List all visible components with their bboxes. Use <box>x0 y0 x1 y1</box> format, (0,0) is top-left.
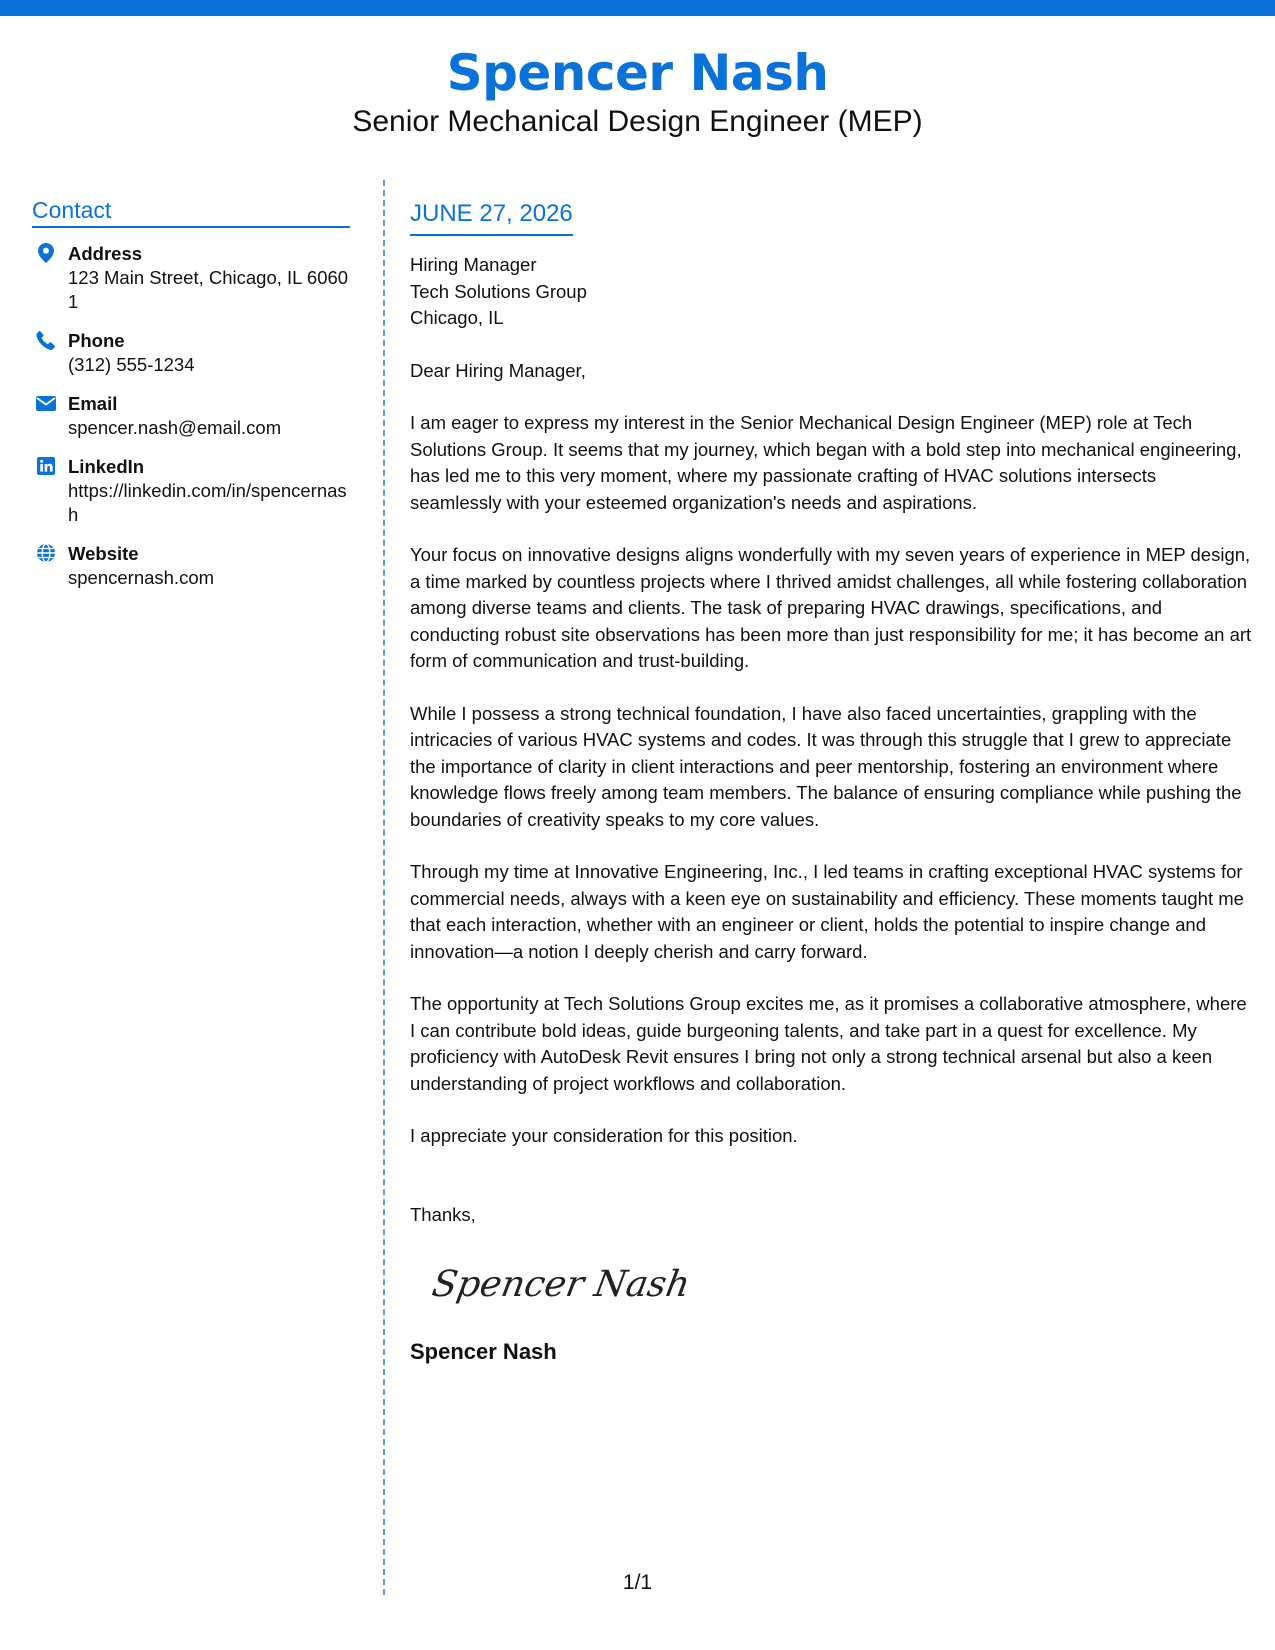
address-value: 123 Main Street, Chicago, IL 60601 <box>68 267 349 312</box>
salutation: Dear Hiring Manager, <box>410 359 586 381</box>
contact-item-website <box>32 542 350 590</box>
job-title: Senior Mechanical Design Engineer (MEP) <box>352 105 923 138</box>
contact-item-phone <box>32 329 350 377</box>
contact-label: Phone <box>68 330 125 351</box>
letter-body <box>410 198 1252 1366</box>
contact-sidebar <box>32 196 350 605</box>
recipient-line: Hiring Manager <box>410 254 537 275</box>
recipient-block <box>410 252 1252 332</box>
letter-paragraph: Your focus on innovative designs aligns wonderfully with my seven years of experience in MEP design, a time marked by countless projects where I thrived amidst challenges, all while fostering collaboration among diverse teams and clients. The task of preparing HVAC drawings, specifications, and conducting robust site observations has been more than just responsibility for me; it has become an art form of communication and trust-building. <box>410 544 1252 671</box>
handwritten-signature <box>432 1254 692 1314</box>
contact-item-address <box>32 242 350 314</box>
applicant-name: Spencer Nash <box>446 44 829 102</box>
letter-paragraph: The opportunity at Tech Solutions Group excites me, as it promises a collaborative atmosphere, where I can contribute bold ideas, guide burgeoning talents, and take part in a quest for excellence. My proficiency with AutoDesk Revit ensures I bring not only a strong technical arsenal but also a keen understanding of project workflows and collaboration. <box>410 993 1247 1094</box>
email-value: spencer.nash@email.com <box>68 417 282 438</box>
signature-text: Spencer Nash <box>432 1262 692 1305</box>
globe-icon <box>35 542 57 564</box>
contact-label: LinkedIn <box>68 456 145 477</box>
letter-date: JUNE 27, 2026 <box>410 198 573 236</box>
location-pin-icon <box>35 242 57 264</box>
letter-paragraph: I am eager to express my interest in the Senior Mechanical Design Engineer (MEP) role at Tech Solutions Group. It seems that my journey, which began with a bold step into mechanical engineering, has led me to this very moment, where my passionate crafting of HVAC solutions intersects seamlessly with your esteemed organization's needs and aspirations. <box>410 412 1242 513</box>
website-value[interactable]: spencernash.com <box>68 567 215 588</box>
column-divider <box>383 180 385 1595</box>
contact-label: Address <box>68 243 143 264</box>
signed-name: Spencer Nash <box>410 1339 557 1364</box>
page-header <box>0 40 1275 140</box>
linkedin-icon <box>35 455 57 477</box>
letter-paragraph: While I possess a strong technical foundation, I have also faced uncertainties, grappling with the intricacies of various HVAC systems and codes. It was through this struggle that I grew to appreciate the importance of clarity in client interactions and peer mentorship, fostering an environment where knowledge flows freely among team members. The balance of ensuring compliance while pushing the boundaries of creativity speaks to my core values. <box>410 702 1242 830</box>
contact-item-email <box>32 392 350 440</box>
phone-value: (312) 555-1234 <box>68 354 195 375</box>
contact-list <box>32 242 350 590</box>
contact-heading: Contact <box>32 196 350 228</box>
contact-item-linkedin <box>32 455 350 527</box>
envelope-icon <box>35 392 57 414</box>
page-number: 1/1 <box>622 1571 653 1594</box>
recipient-line: Chicago, IL <box>410 307 504 328</box>
letter-paragraph: Through my time at Innovative Engineering, Inc., I led teams in crafting exceptional HVAC systems for commercial needs, always with a keen eye on sustainability and efficiency. These moments taught me that each interaction, whether with an engineer or client, holds the potential to inspire change and innovation—a notion I deeply cherish and carry forward. <box>410 861 1244 962</box>
closing: Thanks, <box>410 1203 476 1225</box>
recipient-line: Tech Solutions Group <box>410 280 587 302</box>
linkedin-value[interactable]: https://linkedin.com/in/spencernash <box>68 480 347 525</box>
contact-label: Website <box>68 543 139 564</box>
top-accent-bar <box>0 0 1275 16</box>
contact-label: Email <box>68 393 118 414</box>
letter-paragraph: I appreciate your consideration for this position. <box>410 1125 798 1146</box>
phone-icon <box>35 329 57 351</box>
